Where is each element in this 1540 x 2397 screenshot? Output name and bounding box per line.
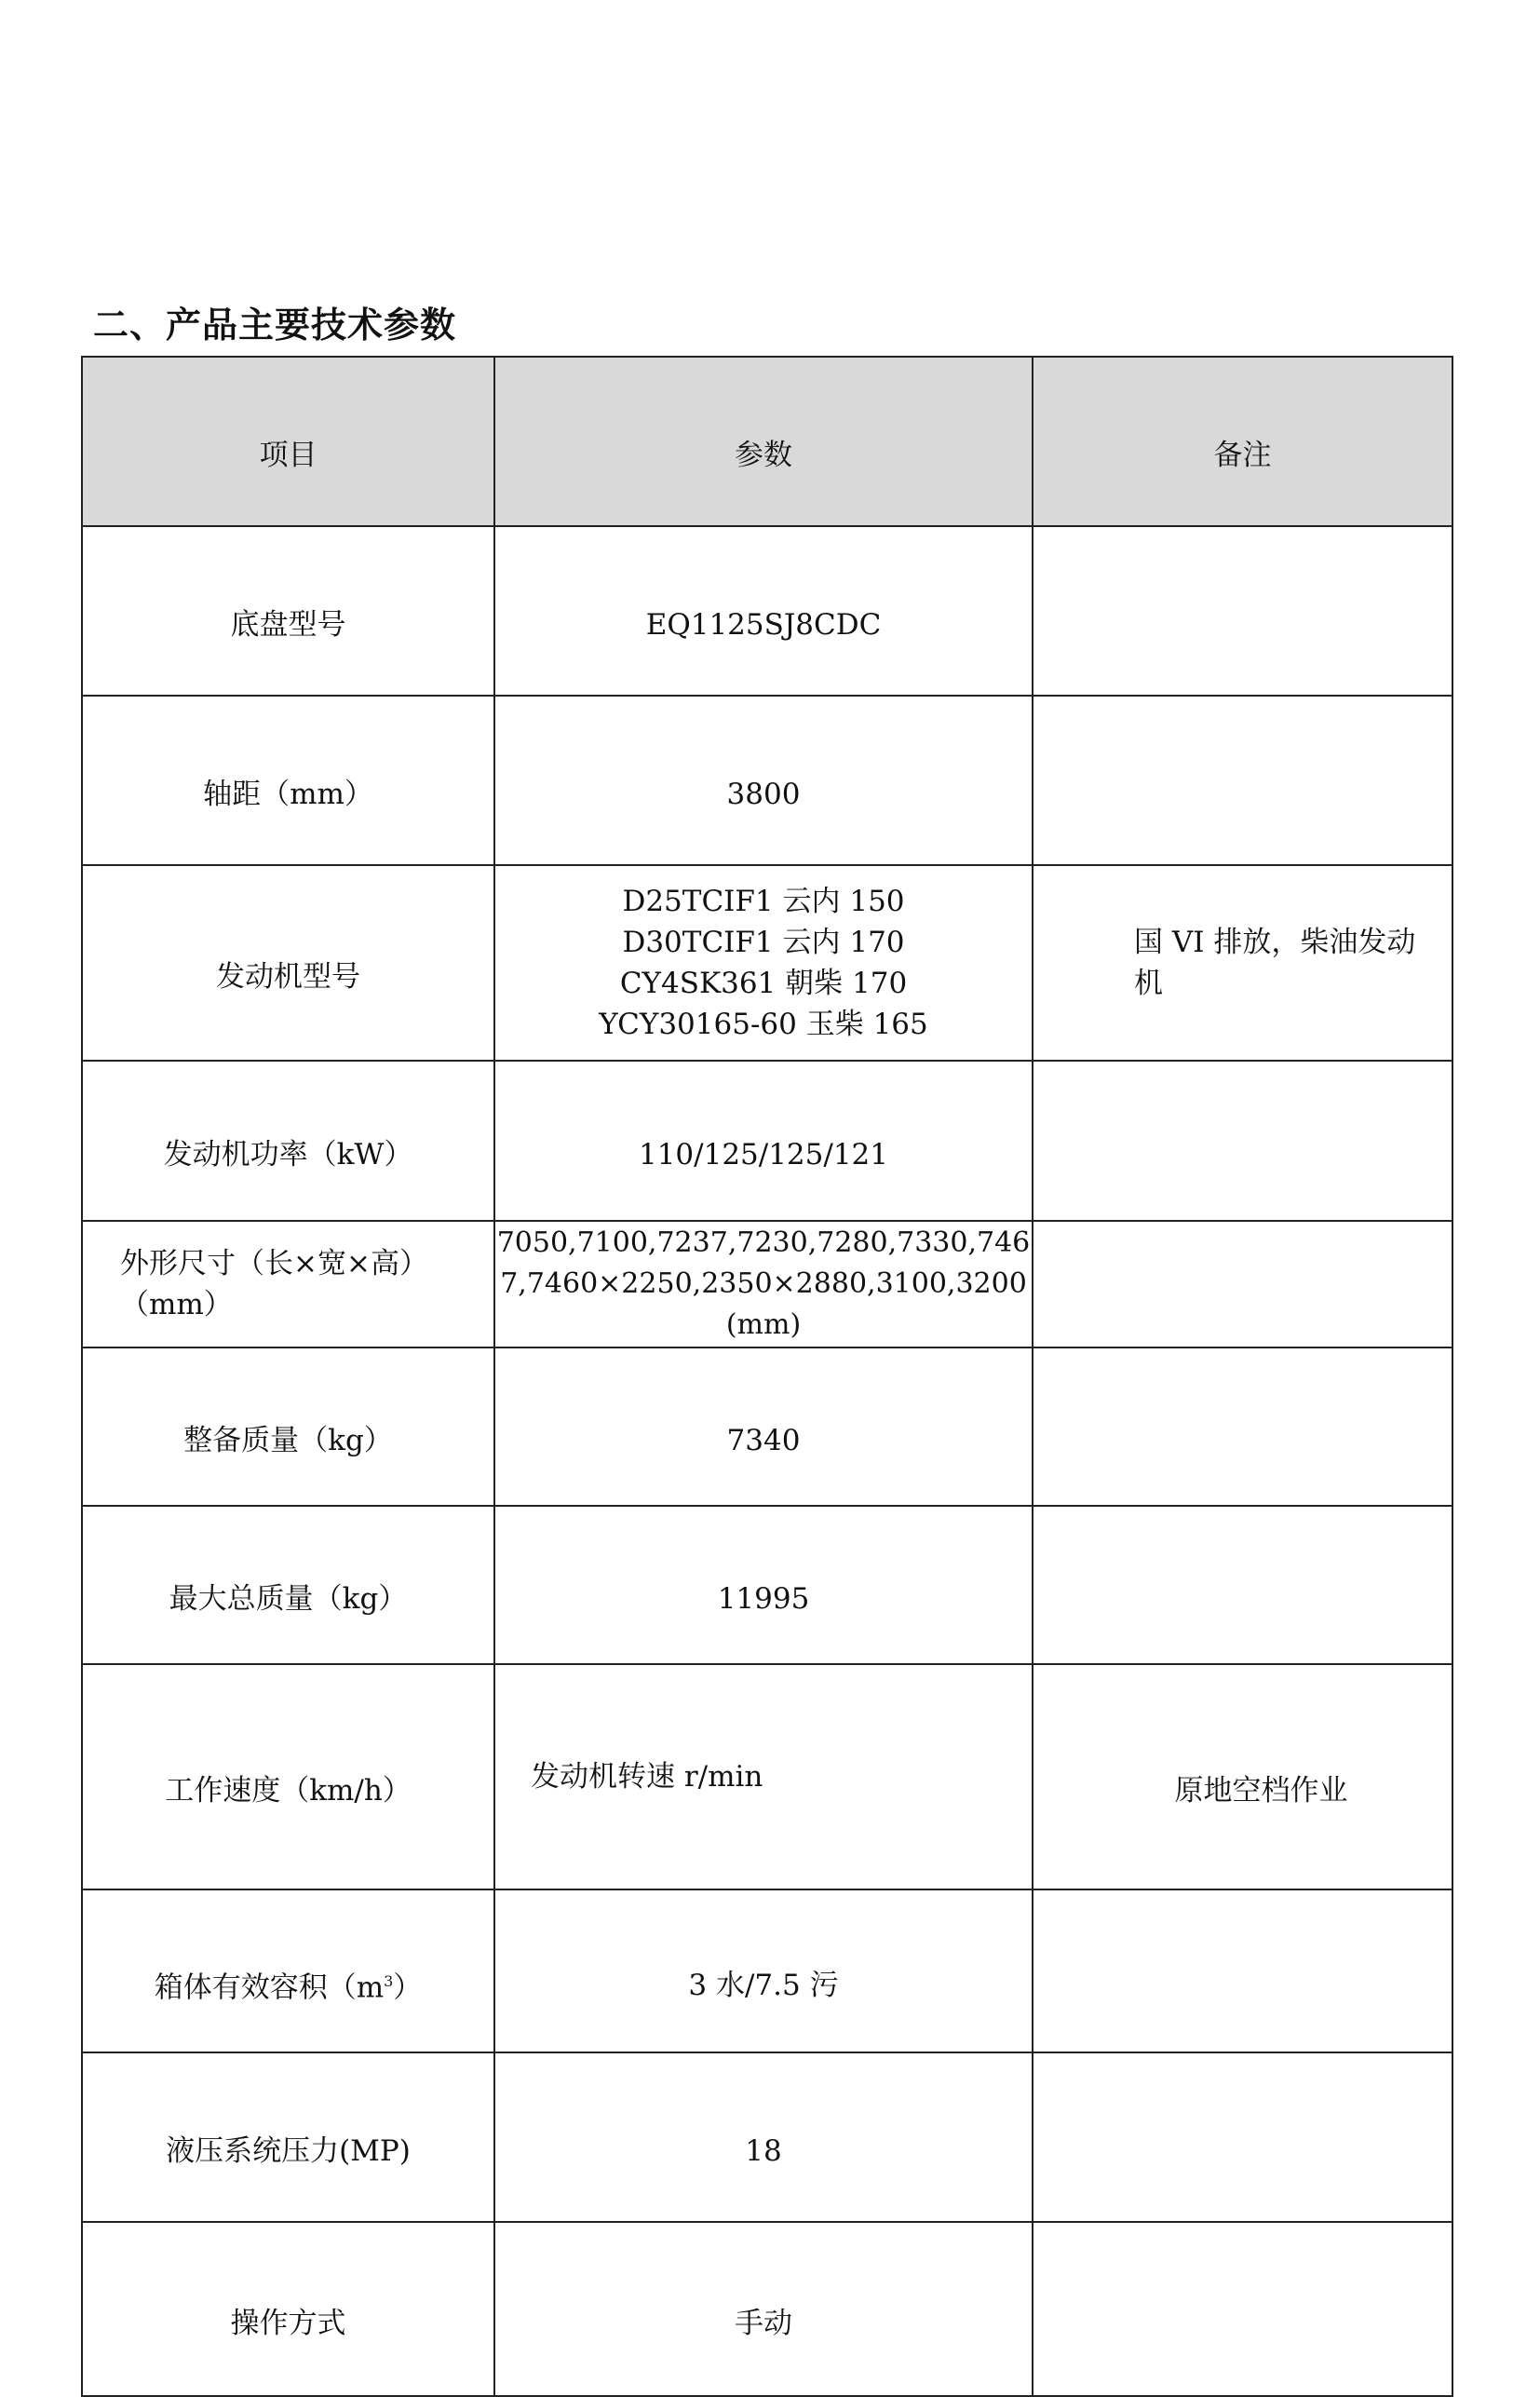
row-remark — [1033, 1506, 1452, 1664]
row-param: 7050,7100,7237,7230,7280,7330,7467,7460×2250,2350×2880,3100,3200(mm) — [494, 1221, 1033, 1347]
row-param: 18 — [494, 2052, 1033, 2222]
row-param: 110/125/125/121 — [494, 1061, 1033, 1221]
row-param: 7340 — [494, 1347, 1033, 1506]
row-remark: 原地空档作业 — [1033, 1664, 1452, 1889]
table-row — [82, 1221, 1452, 1347]
row-remark — [1033, 1061, 1452, 1221]
row-item-line: 外形尺寸（长×宽×高） — [120, 1247, 428, 1280]
row-item: 最大总质量（kg） — [82, 1506, 494, 1664]
table-header-row — [82, 357, 1452, 526]
row-remark — [1033, 2052, 1452, 2222]
row-param — [494, 865, 1033, 1061]
row-remark — [1033, 2222, 1452, 2396]
row-item: 液压系统压力(MP) — [82, 2052, 494, 2222]
table-row — [82, 696, 1452, 865]
row-remark — [1033, 696, 1452, 865]
engine-model-line: D25TCIF1 云内 150 — [622, 885, 905, 918]
row-item: 发动机功率（kW） — [82, 1061, 494, 1221]
row-item: 操作方式 — [82, 2222, 494, 2396]
table-row — [82, 2222, 1452, 2396]
header-remark: 备注 — [1033, 357, 1452, 526]
row-param: 发动机转速 r/min — [494, 1664, 1033, 1889]
row-item: 底盘型号 — [82, 526, 494, 696]
engine-model-line: CY4SK361 朝柴 170 — [619, 967, 908, 1000]
table-row — [82, 1889, 1452, 2052]
table-row — [82, 1506, 1452, 1664]
row-param: 手动 — [494, 2222, 1033, 2396]
spec-table — [81, 356, 1453, 2397]
table-row — [82, 1664, 1452, 1889]
row-item-text: 箱体有效容积（m — [154, 1970, 385, 2005]
row-param: 11995 — [494, 1506, 1033, 1664]
section-heading: 二、产品主要技术参数 — [93, 305, 457, 345]
row-item: 整备质量（kg） — [82, 1347, 494, 1506]
row-remark — [1033, 1889, 1452, 2052]
row-item-text: ） — [393, 1970, 423, 2005]
row-param: 3800 — [494, 696, 1033, 865]
header-param: 参数 — [494, 357, 1033, 526]
table-row — [82, 865, 1452, 1061]
row-remark: 国 VI 排放，柴油发动机 — [1033, 865, 1452, 1061]
row-item: 工作速度（km/h） — [82, 1664, 494, 1889]
row-remark — [1033, 526, 1452, 696]
superscript: 3 — [384, 1972, 394, 1991]
row-remark — [1033, 1221, 1452, 1347]
row-item: 轴距（mm） — [82, 696, 494, 865]
row-item — [82, 1221, 494, 1347]
row-param: 3 水/7.5 污 — [494, 1889, 1033, 2052]
header-item: 项目 — [82, 357, 494, 526]
table-row — [82, 526, 1452, 696]
engine-model-line: D30TCIF1 云内 170 — [622, 926, 905, 959]
row-item-line: （mm） — [120, 1288, 233, 1321]
table-row — [82, 2052, 1452, 2222]
row-param: EQ1125SJ8CDC — [494, 526, 1033, 696]
row-item — [82, 1889, 494, 2052]
row-item: 发动机型号 — [82, 865, 494, 1061]
table-row — [82, 1347, 1452, 1506]
row-remark — [1033, 1347, 1452, 1506]
engine-model-line: YCY30165-60 玉柴 165 — [599, 1008, 928, 1041]
table-row — [82, 1061, 1452, 1221]
